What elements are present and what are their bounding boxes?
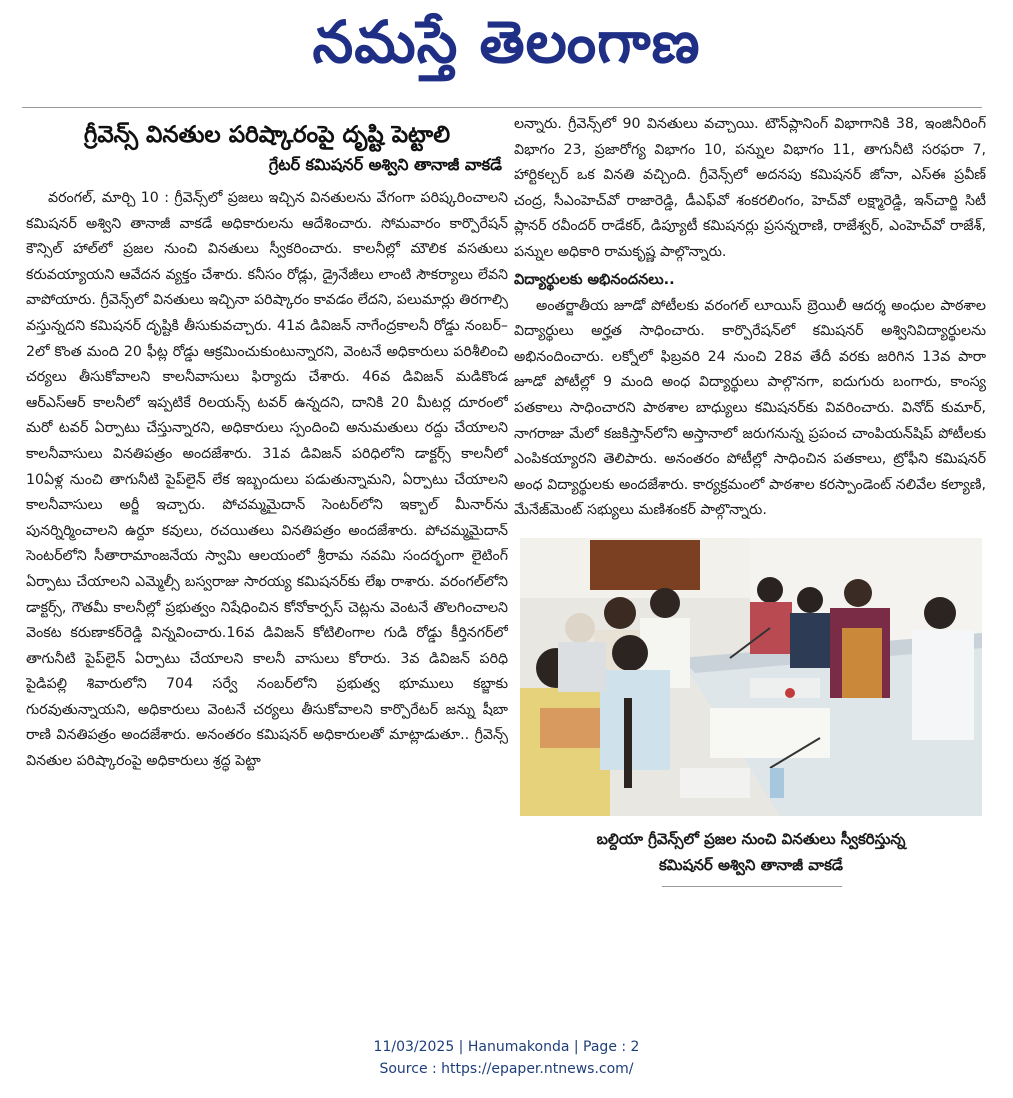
section-subheading: విద్యార్థులకు అభినందనలు.. xyxy=(514,271,675,288)
photo-caption xyxy=(520,826,982,878)
photo-caption-line: బల్దియా గ్రీవెన్స్‌లో ప్రజల నుంచి వినతులు స్వీకరిస్తున్న xyxy=(596,829,906,848)
article-paragraph: వరంగల్, మార్చి 10 : గ్రీవెన్స్‌లో ప్రజలు ఇచ్చిన వినతులను వేగంగా పరిష్కరించాలని కమిషనర్ అశ్విని తానాజీ వాకడే అధికారులను ఆదేశించారు. సోమవారం కార్పొరేషన్ కౌన్సిల్ హాల్‌లో ప్రజల నుంచి వినతులు స్వీకరించారు. కాలనీల్లో మౌలిక వసతులు కరువయ్యాయని ఆవేదన వ్యక్తం చేశారు. కనీసం రోడ్లు, డ్రైనేజీలు లాంటి సౌకర్యాలు లేవని వాపోయారు. గ్రీవెన్స్‌లో వినతులు ఇచ్చినా పరిష్కారం కావడం లేదని, పలుమార్లు తిరగాల్సి వస్తున్నదని కమిషనర్ దృష్టికి తీసుకువచ్చారు. 41వ డివిజన్ నాగేంద్రకాలనీ రోడ్డు నంబర్–2లో కొంత మంది 20 ఫీట్ల రోడ్డు ఆక్రమించుకుంటున్నారని, వెంటనే అధికారులు పరిశీలించి చర్యలు తీసుకోవాలని కాలనీవాసులు ఫిర్యాదు చేశారు. 46వ డివిజన్ మడికొండ ఆర్‌ఎస్‌ఆర్ కాలనీలో ఇప్పటికే రిలయన్స్ టవర్ ఉన్నదని, దానికి 20 మీటర్ల దూరంలో మరో టవర్ ఏర్పాటు చేస్తున్నారని, అధికారులు స్పందించి అనుమతులు రద్దు చేయాలని కాలనీవాసులు వినతిపత్రం అందజేశారు. 31వ డివిజన్ పరిధిలోని డాక్టర్స్ కాలనీలో 10ఏళ్ల నుంచి తాగునీటి పైప్‌లైన్ లేక ఇబ్బందులు పడుతున్నామని, ఏర్పాటు చేయాలని కాలనీవాసులు అర్జీ ఇచ్చారు. పోచమ్మమైదాన్ సెంటర్‌లోని ఇక్బాల్ మీనార్‌ను పునర్నిర్మించాలని ఉర్దూ కవులు, రచయితలు వినతిపత్రం అందజేశారు. పోచమ్మమైదాన్ సెంటర్‌లోని సీతారామాంజనేయ స్వామి ఆలయంలో శ్రీరామ నవమి సందర్భంగా లైటింగ్ ఏర్పాటు చేయాలని ఎమ్మెల్సీ బస్వరాజు సారయ్య కమిషనర్‌కు లేఖ రాశారు. వరంగల్‌లోని డాక్టర్స్, గౌతమీ కాలనీల్లో ప్రభుత్వం నిషేధించిన కోనోకార్పస్ చెట్లను వెంటనే తొలగించాలని వెంకట కరుణాకర్‌రెడ్డి విన్నవించారు.16వ డివిజన్ కోటిలింగాల గుడి రోడ్డు కీర్తినగర్‌లో తాగునీటి పైప్‌లైన్ ఏర్పాటు చేయాలని కాలనీ వాసులు కోరారు. 3వ డివిజన్ పరిధి పైడిపల్లి శివారులోని 704 సర్వే నంబర్‌లోని ప్రభుత్వ భూములు కబ్జాకు గురవుతున్నాయని, అధికారులు వెంటనే చర్యలు తీసుకోవాలని కార్పొరేటర్ జన్ను షీబా రాణి వినతిపత్రం అందజేశారు. అనంతరం కమిషనర్ అధికారులతో మాట్లాడుతూ.. గ్రీవెన్స్ వినతుల పరిష్కారంపై అధికారులు శ్రద్ధ పెట్టా xyxy=(26,190,508,770)
meeting-photo-illustration xyxy=(520,538,982,816)
footer-source-link[interactable]: Source : https://epaper.ntnews.com/ xyxy=(379,1061,634,1077)
footer-edition-info: 11/03/2025 | Hanumakonda | Page : 2 xyxy=(373,1039,640,1055)
caption-divider xyxy=(662,886,842,887)
article-paragraph: లన్నారు. గ్రీవెన్స్‌లో 90 వినతులు వచ్చాయి. టౌన్‌ప్లానింగ్ విభాగానికి 38, ఇంజినీరింగ్ విభాగం 23, ప్రజారోగ్య విభాగం 10, పన్నుల విభాగం 11, తాగునీటి సరఫరా 7, హార్టికల్చర్ ఒక వినతి వచ్చింది. గ్రీవెన్స్‌లో అదనపు కమిషనర్ జోనా, ఎస్‌ఈ ప్రవీణ్ చంద్ర, సీఎంహెచ్‌వో రాజారెడ్డి, డీఎఫ్‌వో శంకరలింగం, హెచ్‌వో లక్ష్మారెడ్డి, ఇన్‌చార్జి సిటీ ప్లానర్ రవీందర్ రాడేకర్, డిప్యూటీ కమిషనర్లు ప్రసన్నరాణి, రాజేశ్వర్, ఎంహెచ్‌వో రాజేశ్, పన్నుల అధికారి రామకృష్ణ పాల్గొన్నారు. xyxy=(514,116,986,260)
article-right-column xyxy=(514,112,986,1017)
masthead xyxy=(0,0,1013,90)
article-headline: గ్రీవెన్స్ వినతుల పరిష్కారంపై దృష్టి పెట్టాలి xyxy=(83,122,451,148)
article-subhead: గ్రేటర్ కమిషనర్ అశ్విని తానాజీ వాకడే xyxy=(268,155,502,174)
masthead-divider xyxy=(22,107,982,108)
masthead-title: నమస్తే తెలంగాణ xyxy=(312,8,701,76)
article-left-column xyxy=(26,112,508,1017)
photo-caption-line: కమిషనర్ అశ్విని తానాజీ వాకడే xyxy=(658,855,844,874)
news-photo xyxy=(520,538,982,816)
article-paragraph: అంతర్జాతీయ జూడో పోటీలకు వరంగల్ లూయిస్ బ్రెయిలీ ఆదర్శ అంధుల పాఠశాల విద్యార్థులు అర్హత సాధించారు. కార్పొరేషన్‌లో కమిషనర్ అశ్వినివిద్యార్థులను అభినందించారు. లక్నోలో ఫిబ్రవరి 24 నుంచి 28వ తేదీ వరకు జరిగిన 13వ పారా జూడో పోటీల్లో 9 మంది అంధ విద్యార్థులు పాల్గొనగా, ఐదుగురు బంగారు, కాంస్య పతకాలు సాధించారని పాఠశాల బాధ్యులు కమిషనర్‌కు వివరించారు. వినోద్ కుమార్, నాగరాజు మేలో కజకిస్తాన్‌లోని అస్తానాలో జరుగనున్న ప్రపంచ చాంపియన్‌షిప్ పోటీలకు ఎంపికయ్యారని తెలిపారు. అనంతరం పోటీల్లో సాధించిన పతకాలు, ట్రోఫీని కమిషనర్ అంధ విద్యార్థులకు అందజేశారు. కార్యక్రమంలో పాఠశాల కరస్పాండెంట్ నలివేల కల్యాణి, మేనేజ్‌మెంట్ సభ్యులు మణిశంకర్ పాల్గొన్నారు. xyxy=(514,297,986,519)
